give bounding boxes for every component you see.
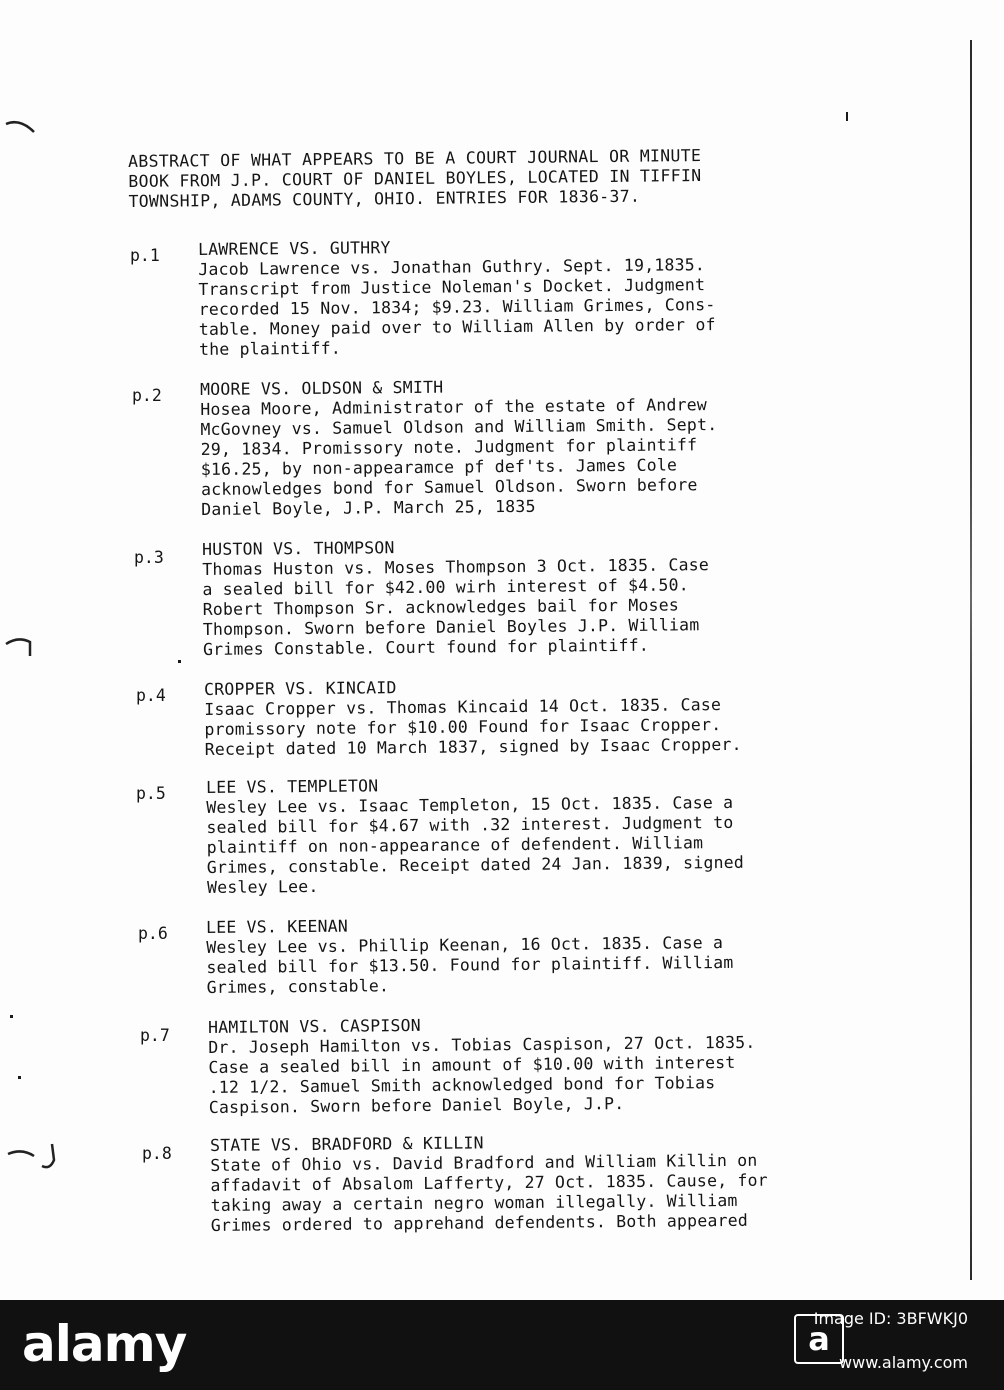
entry-line: Jacob Lawrence vs. Jonathan Guthry. Sept. 19,1835. <box>198 255 706 279</box>
entry-line: Hosea Moore, Administrator of the estate of Andrew <box>200 395 708 419</box>
entry-title: MOORE VS. OLDSON & SMITH <box>200 377 444 399</box>
entry-line: Transcript from Justice Noleman's Docket. Judgment <box>198 275 706 299</box>
scan-speck <box>846 112 848 121</box>
entry-page-number: p.3 <box>134 548 164 567</box>
entry-line: the plaintiff. <box>198 338 342 359</box>
watermark-footer <box>0 1300 1004 1390</box>
entry-line: Grimes Constable. Court found for plaintiff. <box>202 635 650 659</box>
entry-line: taking away a certain negro woman illegally. William <box>210 1190 738 1215</box>
scan-mark-middle-left <box>4 630 44 660</box>
image-id-label: Image ID: 3BFWKJ0 <box>813 1309 968 1328</box>
entry-title: HAMILTON VS. CASPISON <box>208 1015 421 1037</box>
entry-line: acknowledges bond for Samuel Oldson. Sworn before <box>200 475 698 499</box>
entry-line: Robert Thompson Sr. acknowledges bail for Moses <box>202 595 680 619</box>
header-line: TOWNSHIP, ADAMS COUNTY, OHIO. ENTRIES FOR 1836-37. <box>128 186 641 211</box>
scan-mark-bottom-left <box>4 1140 64 1176</box>
header-line: ABSTRACT OF WHAT APPEARS TO BE A COURT JOURNAL OR MINUTE <box>128 145 702 171</box>
page-edge-shadow <box>970 40 972 1280</box>
entry-page-number: p.1 <box>130 246 160 265</box>
entry-line: Daniel Boyle, J.P. March 25, 1835 <box>201 496 536 519</box>
entry-line: $16.25, by non-appearamce pf def'ts. James Cole <box>200 455 678 479</box>
entry-line: Grimes, constable. <box>206 976 390 997</box>
scan-speck <box>10 1015 13 1018</box>
entry-line: plaintiff on non-appearance of defendent. William <box>206 833 704 857</box>
site-url[interactable]: www.alamy.com <box>839 1353 968 1372</box>
entry-title: HUSTON VS. THOMPSON <box>202 538 395 559</box>
entry-line: Wesley Lee. <box>206 876 319 897</box>
entry-line: Receipt dated 10 March 1837, signed by Isaac Cropper. <box>204 734 742 759</box>
entry-line: table. Money paid over to William Allen by order of <box>198 315 716 339</box>
entry-line: Thompson. Sworn before Daniel Boyles J.P. William <box>202 615 700 639</box>
entry-line: sealed bill for $13.50. Found for plaintiff. William <box>206 952 734 977</box>
entry-page-number: p.2 <box>132 386 162 405</box>
alamy-a-icon: a <box>794 1314 844 1364</box>
scan-speck <box>178 660 181 663</box>
entry-title: LEE VS. KEENAN <box>206 916 349 937</box>
entry-line: Dr. Joseph Hamilton vs. Tobias Caspison, 27 Oct. 1835. <box>208 1032 756 1057</box>
scan-mark-top-left <box>4 112 44 142</box>
entry-title: LEE VS. TEMPLETON <box>206 776 379 797</box>
entry-line: a sealed bill for $42.00 wirh interest of $4.50. <box>202 575 689 599</box>
entry-page-number: p.6 <box>138 924 168 943</box>
alamy-logo: alamy <box>22 1315 187 1373</box>
entry-title: LAWRENCE VS. GUTHRY <box>198 238 391 259</box>
entry-line: promissory note for $10.00 Found for Isaac Cropper. <box>204 715 722 739</box>
scan-speck <box>18 1076 21 1079</box>
entry-line: recorded 15 Nov. 1834; $9.23. William Grimes, Cons- <box>198 295 716 319</box>
entry-page-number: p.5 <box>136 784 166 803</box>
entry-line: State of Ohio vs. David Bradford and William Killin on <box>210 1150 758 1175</box>
entry-line: .12 1/2. Samuel Smith acknowledged bond for Tobias <box>208 1073 716 1097</box>
entry-line: affadavit of Absalom Lafferty, 27 Oct. 1835. Cause, for <box>210 1170 768 1195</box>
entry-line: Wesley Lee vs. Phillip Keenan, 16 Oct. 1835. Case a <box>206 933 724 957</box>
entry-page-number: p.4 <box>136 686 166 705</box>
entry-line: Isaac Cropper vs. Thomas Kincaid 14 Oct. 1835. Case <box>204 695 722 719</box>
entry-line: Case a sealed bill in amount of $10.00 with interest <box>208 1052 736 1077</box>
entry-line: Thomas Huston vs. Moses Thompson 3 Oct. 1835. Case <box>202 555 710 579</box>
entry-page-number: p.8 <box>142 1144 172 1163</box>
entry-line: Grimes, constable. Receipt dated 24 Jan. 1839, signed <box>206 852 745 877</box>
entry-line: 29, 1834. Promissory note. Judgment for plaintiff <box>200 435 698 459</box>
entry-line: Wesley Lee vs. Isaac Templeton, 15 Oct. 1835. Case a <box>206 792 734 817</box>
entry-line: Caspison. Sworn before Daniel Boyle, J.P. <box>208 1094 625 1117</box>
entry-title: CROPPER VS. KINCAID <box>204 678 397 699</box>
entry-line: Grimes ordered to apprehand defendents. Both appeared <box>210 1210 749 1235</box>
document-header <box>128 144 869 212</box>
entry-title: STATE VS. BRADFORD & KILLIN <box>210 1133 484 1155</box>
entry-line: sealed bill for $4.67 with .32 interest. Judgment to <box>206 812 734 837</box>
entry-page-number: p.7 <box>140 1026 170 1045</box>
entry-line: McGovney vs. Samuel Oldson and William Smith. Sept. <box>200 415 718 439</box>
header-line: BOOK FROM J.P. COURT OF DANIEL BOYLES, LOCATED IN TIFFIN <box>128 165 702 191</box>
